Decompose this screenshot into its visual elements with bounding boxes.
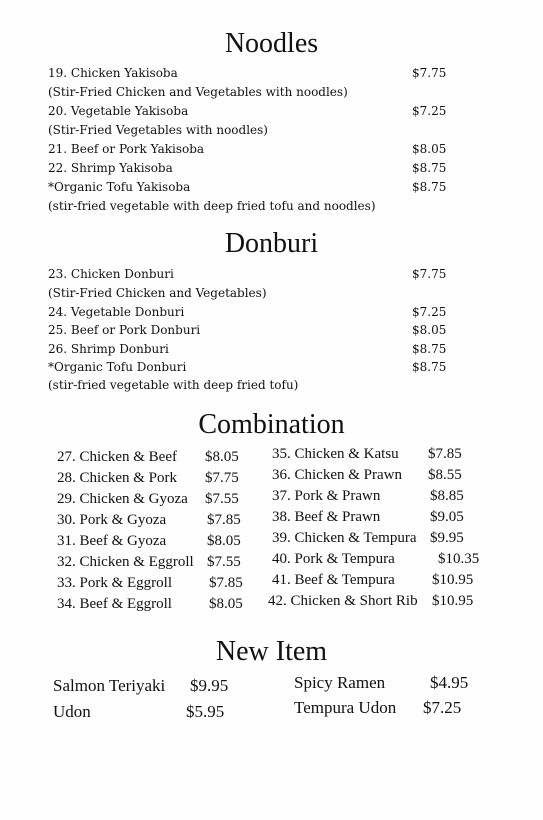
item-price: $7.75 — [205, 470, 239, 486]
item-description: (stir-fried vegetable with deep fried tofu) — [48, 378, 299, 392]
item-price: $9.95 — [430, 530, 464, 546]
item-name: 21. Beef or Pork Yakisoba — [48, 142, 205, 156]
item-price: $4.95 — [430, 673, 469, 692]
item-name: 33. Pork & Eggroll — [57, 575, 172, 591]
item-name: 38. Beef & Prawn — [272, 509, 381, 525]
item-name: 24. Vegetable Donburi — [48, 305, 185, 319]
item-price: $7.85 — [209, 575, 243, 591]
item-name: 29. Chicken & Gyoza — [57, 491, 188, 507]
menu-item — [48, 340, 468, 358]
item-name: 20. Vegetable Yakisoba — [48, 104, 189, 118]
donburi-title: Donburi — [224, 228, 319, 259]
item-name: 22. Shrimp Yakisoba — [48, 161, 173, 175]
item-price: $7.85 — [207, 512, 241, 528]
item-name: *Organic Tofu Yakisoba — [48, 180, 191, 194]
menu-item — [48, 321, 468, 339]
item-name: 41. Beef & Tempura — [272, 572, 395, 588]
item-price: $8.05 — [412, 142, 447, 156]
item-price: $9.05 — [430, 509, 464, 525]
item-price: $7.75 — [412, 66, 447, 80]
item-price: $7.55 — [205, 491, 239, 507]
item-name: 26. Shrimp Donburi — [48, 342, 169, 356]
item-price: $8.75 — [412, 161, 447, 175]
item-price: $8.75 — [412, 180, 447, 194]
item-name: 31. Beef & Gyoza — [57, 533, 167, 549]
item-name: 28. Chicken & Pork — [57, 470, 177, 486]
item-name: Spicy Ramen — [294, 673, 386, 692]
item-name: Salmon Teriyaki — [53, 676, 166, 695]
item-name: Udon — [53, 702, 91, 721]
item-name: 42. Chicken & Short Rib — [268, 593, 418, 609]
item-name: 34. Beef & Eggroll — [57, 596, 172, 612]
item-name: 25. Beef or Pork Donburi — [48, 323, 201, 337]
item-name: Tempura Udon — [294, 698, 397, 717]
item-price: $8.05 — [209, 596, 243, 612]
item-price: $8.75 — [412, 342, 447, 356]
menu-item — [48, 159, 468, 177]
menu-item — [48, 178, 468, 196]
item-name: 30. Pork & Gyoza — [57, 512, 167, 528]
item-price: $8.55 — [428, 467, 462, 483]
item-price: $8.75 — [412, 360, 447, 374]
item-price: $10.95 — [432, 593, 474, 609]
item-price: $7.25 — [412, 305, 447, 319]
item-name: 39. Chicken & Tempura — [272, 530, 417, 546]
item-price: $8.05 — [207, 533, 241, 549]
item-description: (Stir-Fried Vegetables with noodles) — [48, 123, 268, 137]
item-price: $7.55 — [207, 554, 241, 570]
item-price: $7.25 — [423, 698, 462, 717]
item-price: $8.05 — [205, 449, 239, 465]
item-name: 32. Chicken & Eggroll — [57, 554, 194, 570]
item-name: 19. Chicken Yakisoba — [48, 66, 178, 80]
combination-title: Combination — [198, 409, 345, 440]
item-price: $8.85 — [430, 488, 464, 504]
item-price: $8.05 — [412, 323, 447, 337]
item-description: (stir-fried vegetable with deep fried tofu and noodles) — [48, 199, 376, 213]
item-price: $7.85 — [428, 446, 462, 462]
menu-item — [48, 358, 468, 376]
item-name: *Organic Tofu Donburi — [48, 360, 187, 374]
menu-item — [48, 303, 468, 321]
noodles-title: Noodles — [224, 28, 319, 59]
item-description: (Stir-Fried Chicken and Vegetables with noodles) — [48, 85, 348, 99]
item-price: $5.95 — [186, 702, 225, 721]
item-price: $9.95 — [190, 676, 229, 695]
item-price: $7.25 — [412, 104, 447, 118]
item-price: $10.95 — [432, 572, 474, 588]
item-price: $7.75 — [412, 267, 447, 281]
menu-item — [48, 265, 468, 283]
menu-item — [48, 102, 468, 120]
new-item-title: New Item — [215, 636, 328, 667]
item-name: 36. Chicken & Prawn — [272, 467, 402, 483]
menu-item — [48, 64, 468, 82]
item-name: 40. Pork & Tempura — [272, 551, 395, 567]
menu-item — [48, 140, 468, 158]
item-name: 37. Pork & Prawn — [272, 488, 381, 504]
item-name: 27. Chicken & Beef — [57, 449, 177, 465]
item-price: $10.35 — [438, 551, 480, 567]
item-name: 35. Chicken & Katsu — [272, 446, 399, 462]
item-description: (Stir-Fried Chicken and Vegetables) — [48, 286, 267, 300]
item-name: 23. Chicken Donburi — [48, 267, 174, 281]
